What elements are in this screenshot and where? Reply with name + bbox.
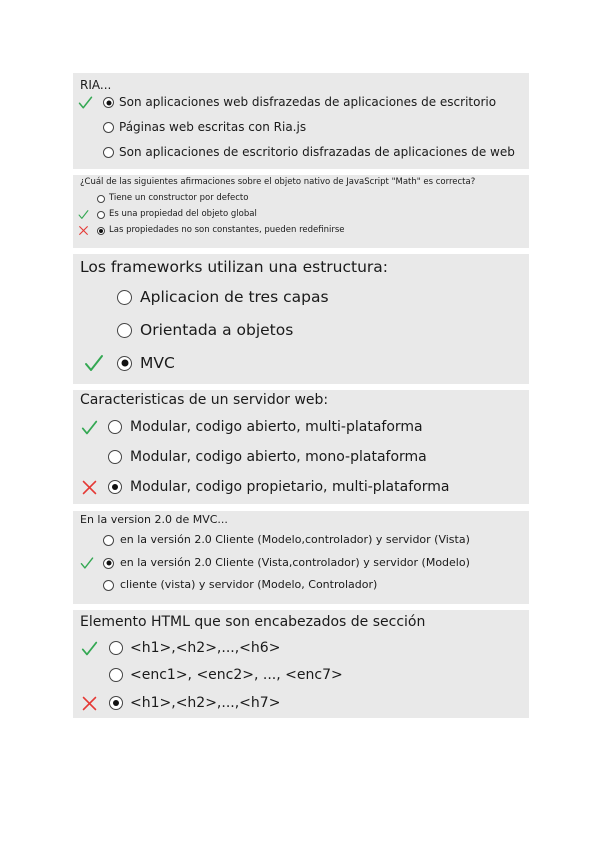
answer-option[interactable] — [73, 666, 529, 686]
radio-unselected[interactable] — [109, 641, 123, 655]
answer-option-label: Son aplicaciones de escritorio disfrazadas de aplicaciones de web — [119, 145, 515, 159]
radio-unselected[interactable] — [109, 668, 123, 682]
radio-unselected[interactable] — [103, 580, 114, 591]
answer-option[interactable] — [73, 209, 529, 221]
question-panel-5 — [73, 511, 529, 604]
answer-option-label: <h1>,<h2>,...,<h6> — [130, 640, 281, 656]
answer-option[interactable] — [73, 320, 529, 342]
answer-option[interactable] — [73, 448, 529, 468]
question-title: En la version 2.0 de MVC... — [80, 513, 228, 526]
radio-unselected[interactable] — [117, 323, 132, 338]
answer-option[interactable] — [73, 353, 529, 375]
check-icon — [84, 353, 104, 373]
answer-option[interactable] — [73, 694, 529, 714]
answer-option[interactable] — [73, 578, 529, 593]
radio-selected[interactable] — [103, 97, 114, 108]
check-icon — [80, 556, 94, 570]
answer-option-label: Es una propiedad del objeto global — [109, 209, 257, 219]
answer-option[interactable] — [73, 225, 529, 237]
answer-option-label: <h1>,<h2>,...,<h7> — [130, 695, 281, 711]
answer-option[interactable] — [73, 120, 529, 137]
radio-selected[interactable] — [103, 558, 114, 569]
radio-unselected[interactable] — [103, 147, 114, 158]
radio-dot — [106, 100, 111, 105]
answer-option-label: cliente (vista) y servidor (Modelo, Controlador) — [120, 578, 378, 591]
answer-option-label: en la versión 2.0 Cliente (Modelo,controlador) y servidor (Vista) — [120, 533, 470, 546]
question-panel-1 — [73, 73, 529, 169]
answer-option-label: Son aplicaciones web disfrazedas de aplicaciones de escritorio — [119, 95, 497, 109]
radio-dot — [121, 360, 128, 367]
question-title: RIA... — [80, 78, 112, 92]
check-icon — [81, 640, 98, 657]
radio-unselected[interactable] — [97, 195, 105, 203]
answer-option[interactable] — [73, 639, 529, 659]
question-panel-2 — [73, 175, 529, 248]
radio-selected[interactable] — [117, 356, 132, 371]
radio-selected[interactable] — [108, 480, 122, 494]
question-title: Caracteristicas de un servidor web: — [80, 392, 329, 408]
answer-option[interactable] — [73, 193, 529, 205]
question-title: ¿Cuál de las siguientes afirmaciones sobre el objeto nativo de JavaScript "Math" es correcta? — [80, 177, 476, 187]
check-icon — [81, 419, 98, 436]
radio-unselected[interactable] — [103, 122, 114, 133]
answer-option[interactable] — [73, 287, 529, 309]
answer-option-label: <enc1>, <enc2>, ..., <enc7> — [130, 667, 343, 683]
question-title: Elemento HTML que son encabezados de sección — [80, 614, 426, 630]
cross-icon — [81, 695, 98, 712]
cross-icon — [81, 479, 98, 496]
radio-dot — [106, 561, 111, 566]
radio-dot — [99, 229, 103, 233]
answer-option-label: en la versión 2.0 Cliente (Vista,controlador) y servidor (Modelo) — [120, 556, 470, 569]
answer-option[interactable] — [73, 418, 529, 438]
answer-option[interactable] — [73, 95, 529, 112]
question-title: Los frameworks utilizan una estructura: — [80, 258, 389, 276]
question-panel-4 — [73, 390, 529, 504]
answer-option-label: Modular, codigo abierto, multi-plataforma — [130, 419, 423, 435]
radio-unselected[interactable] — [97, 211, 105, 219]
answer-option-label: Páginas web escritas con Ria.js — [119, 120, 307, 134]
answer-option-label: Orientada a objetos — [140, 321, 294, 339]
question-panel-3 — [73, 254, 529, 384]
question-panel-6 — [73, 610, 529, 718]
radio-unselected[interactable] — [108, 450, 122, 464]
answer-option-label: Las propiedades no son constantes, pueden redefinirse — [109, 225, 345, 235]
answer-option-label: Aplicacion de tres capas — [140, 288, 329, 306]
answer-option-label: Modular, codigo abierto, mono-plataforma — [130, 449, 427, 465]
check-icon — [78, 95, 93, 110]
radio-unselected[interactable] — [117, 290, 132, 305]
radio-selected[interactable] — [97, 227, 105, 235]
radio-unselected[interactable] — [103, 535, 114, 546]
answer-option[interactable] — [73, 556, 529, 571]
radio-dot — [112, 484, 118, 490]
answer-option-label: MVC — [140, 354, 175, 372]
answer-option[interactable] — [73, 478, 529, 498]
answer-option[interactable] — [73, 145, 529, 162]
radio-unselected[interactable] — [108, 420, 122, 434]
answer-option-label: Tiene un constructor por defecto — [109, 193, 249, 203]
radio-selected[interactable] — [109, 696, 123, 710]
answer-option[interactable] — [73, 533, 529, 548]
radio-dot — [113, 700, 119, 706]
cross-icon — [78, 225, 89, 236]
check-icon — [78, 209, 89, 220]
answer-option-label: Modular, codigo propietario, multi-plataforma — [130, 479, 450, 495]
